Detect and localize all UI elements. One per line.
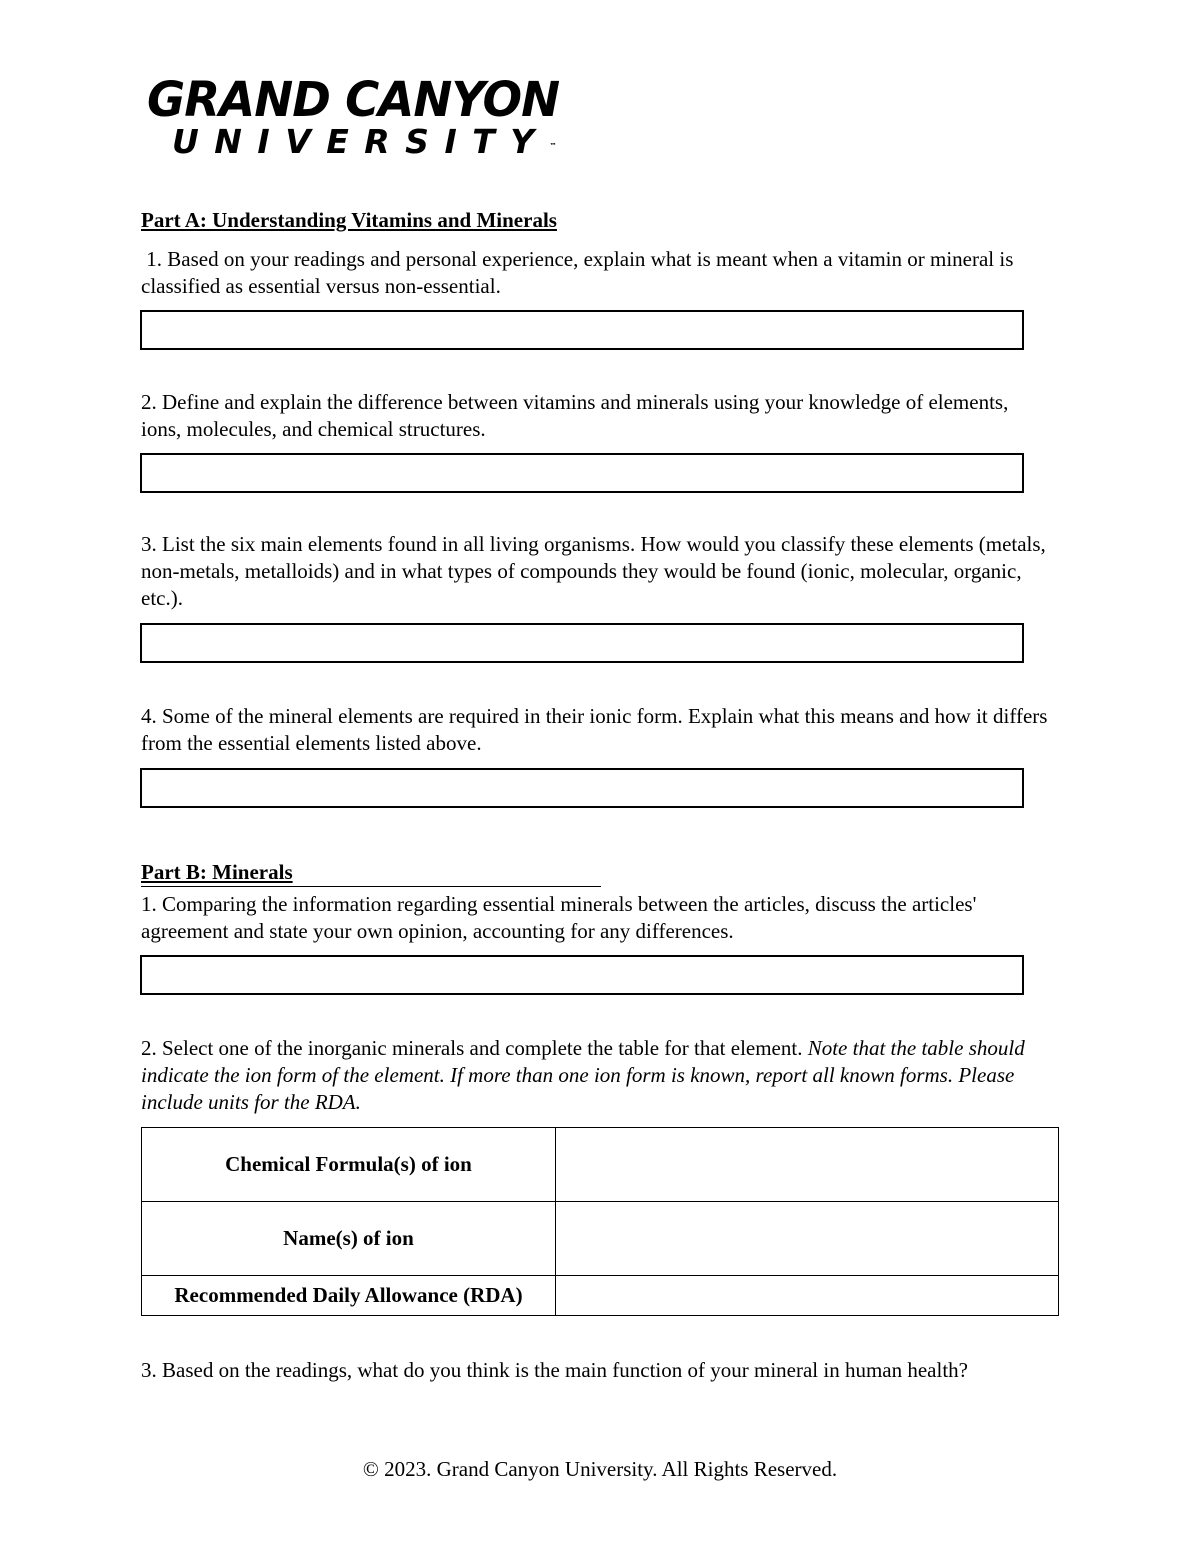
question-number: 1. (141, 892, 162, 916)
question-text: List the six main elements found in all living organisms. How would you classify these elements (metals, non-metals, metalloids) and in what types of compounds they would be found (ionic, molecular, organic, etc.). (141, 532, 1046, 610)
question-number: 3. (141, 1358, 162, 1382)
part-a-heading: Part A: Understanding Vitamins and Minerals (141, 208, 557, 232)
table-label-cell: Name(s) of ion (142, 1202, 556, 1276)
question-number: 4. (141, 704, 162, 728)
copyright-footer: © 2023. Grand Canyon University. All Rights Reserved. (362, 1457, 838, 1481)
question-number: 2. (141, 390, 162, 414)
part-a-answer-box-4[interactable] (140, 768, 1024, 808)
part-b-question-1 (141, 891, 1051, 945)
part-b-question-2 (141, 1035, 1056, 1116)
part-b-heading-text: Part B: Minerals (141, 860, 293, 884)
part-a-question-2 (141, 389, 1051, 443)
question-number: 1. (141, 247, 168, 271)
part-a-answer-box-1[interactable] (140, 310, 1024, 350)
question-text: Based on your readings and personal experience, explain what is meant when a vitamin or mineral is classified as essential versus non-essential. (141, 247, 1014, 298)
part-b-question-3 (141, 1357, 1051, 1384)
part-b-answer-box-1[interactable] (140, 955, 1024, 995)
table-answer-cell[interactable] (556, 1128, 1059, 1202)
table-row (142, 1202, 1059, 1276)
part-a-answer-box-2[interactable] (140, 453, 1024, 493)
part-a-question-4 (141, 703, 1051, 757)
table-row (142, 1128, 1059, 1202)
part-a-question-3 (141, 531, 1051, 612)
table-label-cell: Chemical Formula(s) of ion (142, 1128, 556, 1202)
question-number: 3. (141, 532, 162, 556)
university-logo-line2 (172, 122, 557, 162)
table-answer-cell[interactable] (556, 1276, 1059, 1316)
question-number: 2. (141, 1036, 162, 1060)
question-text: Select one of the inorganic minerals and complete the table for that element. (162, 1036, 808, 1060)
trademark-symbol: ™ (549, 142, 557, 150)
question-text: Define and explain the difference between vitamins and minerals using your knowledge of elements, ions, molecules, and chemical structures. (141, 390, 1009, 441)
part-a-answer-box-3[interactable] (140, 623, 1024, 663)
table-answer-cell[interactable] (556, 1202, 1059, 1276)
table-row (142, 1276, 1059, 1316)
university-logo-line1: GRAND CANYON (147, 72, 560, 128)
part-b-heading (141, 859, 601, 887)
table-label-cell: Recommended Daily Allowance (RDA) (142, 1276, 556, 1316)
university-logo-word: UNIVERSITY (172, 122, 550, 161)
question-text: Comparing the information regarding essential minerals between the articles, discuss the articles' agreement and state your own opinion, accounting for any differences. (141, 892, 977, 943)
question-text: Based on the readings, what do you think is the main function of your mineral in human health? (162, 1358, 968, 1382)
question-text: Some of the mineral elements are required in their ionic form. Explain what this means and how it differs from the essential elements listed above. (141, 704, 1048, 755)
question-note: Note that the table should indicate the ion form of the element. If more than one ion form is known, report all known forms. Please include units for the RDA. (141, 1036, 1025, 1114)
part-a-question-1 (141, 246, 1051, 300)
ion-table (141, 1127, 1059, 1316)
